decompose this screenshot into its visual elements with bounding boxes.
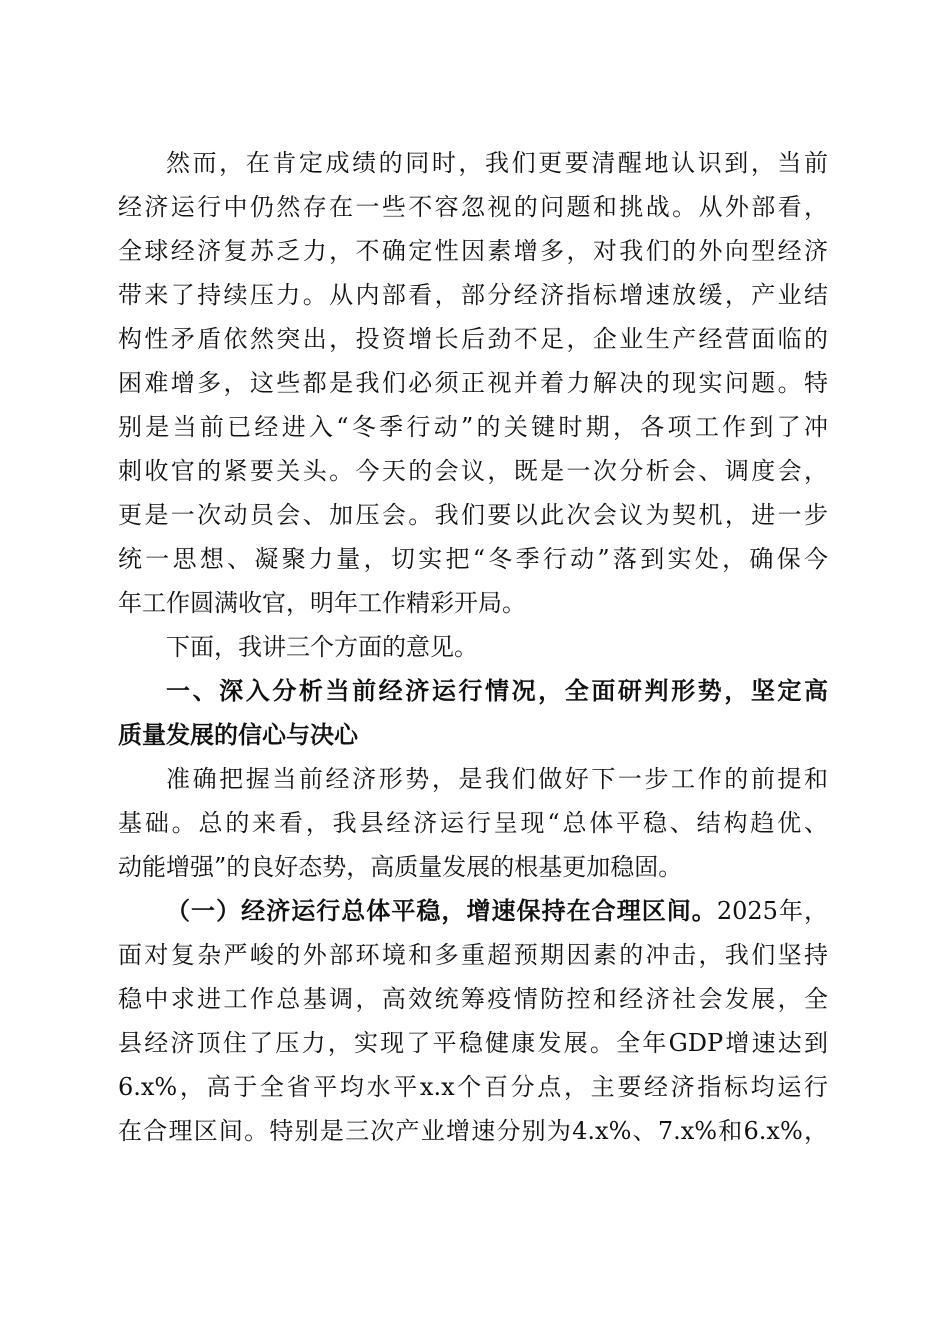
paragraph-line: 刺收官的紧要关头。今天的会议，既是一次分析会、调度会，: [118, 457, 828, 485]
paragraph-line: 带来了持续压力。从内部看，部分经济指标增速放缓，产业结: [118, 281, 828, 309]
heading-line: 一、深入分析当前经济运行情况，全面研判形势，坚定高: [166, 677, 828, 705]
paragraph-intro: [118, 625, 828, 669]
paragraph-line: 然而，在肯定成绩的同时，我们更要清醒地认识到，当前: [166, 149, 828, 177]
paragraph-line: 稳中求进工作总基调，高效统筹疫情防控和经济社会发展，全: [118, 985, 828, 1013]
paragraph-line: 在合理区间。特别是三次产业增速分别为4.x%、7.x%和6.x%，: [118, 1117, 828, 1145]
paragraph-line: [118, 889, 828, 933]
section-heading: [118, 669, 828, 757]
paragraph-line: 更是一次动员会、加压会。我们要以此次会议为契机，进一步: [118, 501, 828, 529]
paragraph-line: 年工作圆满收官，明年工作精彩开局。: [118, 589, 526, 617]
paragraph-line: 6.x%，高于全省平均水平x.x个百分点，主要经济指标均运行: [118, 1073, 828, 1101]
paragraph-subsection-one: [118, 889, 828, 1153]
paragraph-line: 准确把握当前经济形势，是我们做好下一步工作的前提和: [166, 765, 828, 793]
heading-line: 质量发展的信心与决心: [118, 721, 358, 749]
paragraph-line: 构性矛盾依然突出，投资增长后劲不足，企业生产经营面临的: [118, 325, 828, 353]
paragraph-line: 县经济顶住了压力，实现了平稳健康发展。全年GDP增速达到: [118, 1029, 828, 1057]
subsection-first-line-rest: 2025年，: [716, 897, 828, 925]
paragraph-line: 全球经济复苏乏力，不确定性因素增多，对我们的外向型经济: [118, 237, 828, 265]
paragraph-line: 动能增强”的良好态势，高质量发展的根基更加稳固。: [118, 853, 683, 881]
paragraph-line: 困难增多，这些都是我们必须正视并着力解决的现实问题。特: [118, 369, 828, 397]
paragraph-line: 基础。总的来看，我县经济运行呈现“总体平稳、结构趋优、: [118, 809, 828, 837]
paragraph-line: 别是当前已经进入“冬季行动”的关键时期，各项工作到了冲: [118, 413, 828, 441]
paragraph-overview: [118, 757, 828, 889]
paragraph-challenges: [118, 141, 828, 625]
paragraph-line: 经济运行中仍然存在一些不容忽视的问题和挑战。从外部看，: [118, 193, 828, 221]
paragraph-line: 下面，我讲三个方面的意见。: [166, 633, 478, 661]
document-body: [118, 141, 828, 1153]
paragraph-line: 统一思想、凝聚力量，切实把“冬季行动”落到实处，确保今: [118, 545, 828, 573]
paragraph-line: 面对复杂严峻的外部环境和多重超预期因素的冲击，我们坚持: [118, 941, 828, 969]
subsection-heading: （一）经济运行总体平稳，增速保持在合理区间。: [166, 896, 717, 925]
